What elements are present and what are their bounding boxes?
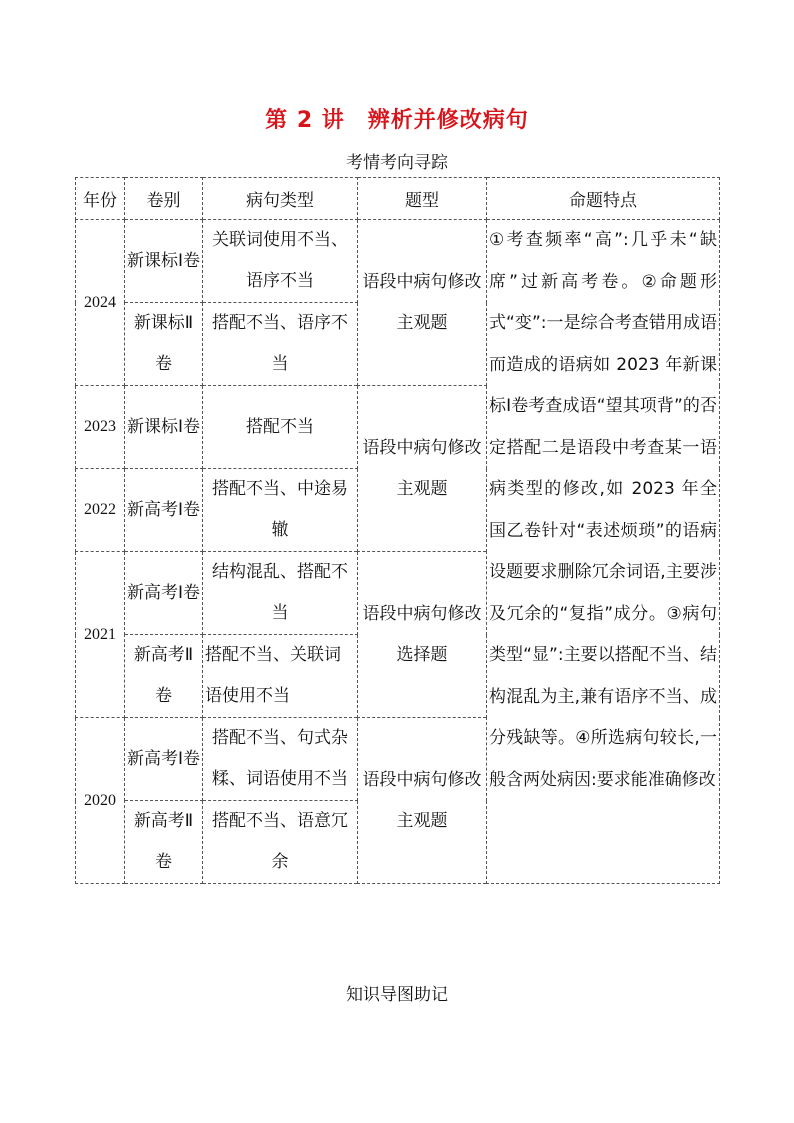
header-features: 命题特点 (487, 178, 720, 220)
volume-cell: 新高考Ⅱ卷 (125, 635, 203, 718)
error-type-cell: 搭配不当 (203, 386, 358, 469)
header-error-type: 病句类型 (203, 178, 358, 220)
features-cell: ①考查频率“高”:几乎未“缺席”过新高考卷。②命题形式“变”:一是综合考查错用成语而造成的语病如 2023 年新课标Ⅰ卷考查成语“望其项背”的否定搭配二是语段中考查某一语病类型的修改,如 2023 年全国乙卷针对“表述烦琐”的语病设题要求删除冗余词语,主要涉及冗余的“复指”成分。③病句类型“显”:主要以搭配不当、结构混乱为主,兼有语序不当、成分残缺等。④所选病句较长,一般含两处病因:要求能准确修改 (487, 220, 720, 884)
volume-cell: 新课标Ⅱ卷 (125, 303, 203, 386)
question-type-cell: 语段中病句修改主观题 (358, 220, 487, 386)
error-type-cell: 搭配不当、语意冗余 (203, 801, 358, 884)
error-type-cell: 搭配不当、中途易辙 (203, 469, 358, 552)
header-question-type: 题型 (358, 178, 487, 220)
table-row (76, 220, 720, 303)
volume-cell: 新高考Ⅱ卷 (125, 801, 203, 884)
error-type-cell: 关联词使用不当、语序不当 (203, 220, 358, 303)
volume-cell: 新高考Ⅰ卷 (125, 469, 203, 552)
header-year: 年份 (76, 178, 125, 220)
page-title: 第 2 讲 辨析并修改病句 (265, 108, 529, 133)
volume-cell: 新课标Ⅰ卷 (125, 220, 203, 303)
year-cell: 2024 (76, 220, 125, 386)
year-cell: 2023 (76, 386, 125, 469)
table-header-row (76, 178, 720, 220)
section-footer-heading: 知识导图助记 (346, 985, 448, 1005)
error-type-cell: 结构混乱、搭配不当 (203, 552, 358, 635)
year-cell: 2020 (76, 718, 125, 884)
error-type-cell: 搭配不当、句式杂糅、词语使用不当 (203, 718, 358, 801)
volume-cell: 新课标Ⅰ卷 (125, 386, 203, 469)
volume-cell: 新高考Ⅰ卷 (125, 552, 203, 635)
question-type-cell: 语段中病句修改选择题 (358, 552, 487, 718)
section-subtitle: 考情考向寻踪 (346, 153, 448, 173)
header-volume: 卷别 (125, 178, 203, 220)
error-type-cell: 搭配不当、语序不当 (203, 303, 358, 386)
year-cell: 2021 (76, 552, 125, 718)
error-type-cell: 搭配不当、关联词语使用不当 (203, 635, 358, 718)
question-type-cell: 语段中病句修改主观题 (358, 718, 487, 884)
exam-analysis-table (75, 177, 720, 884)
question-type-cell: 语段中病句修改主观题 (358, 386, 487, 552)
year-cell: 2022 (76, 469, 125, 552)
volume-cell: 新高考Ⅰ卷 (125, 718, 203, 801)
